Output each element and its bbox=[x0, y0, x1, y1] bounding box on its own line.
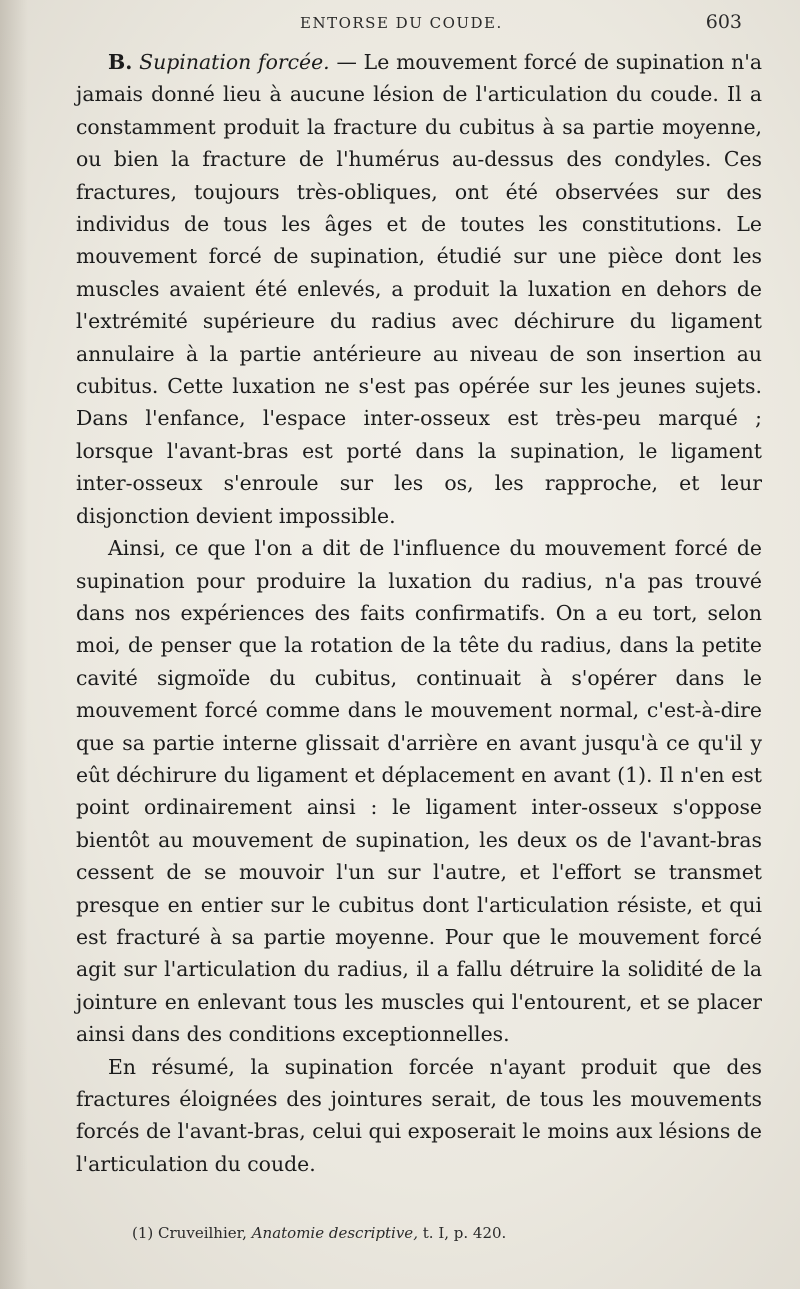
running-head: ENTORSE DU COUDE. bbox=[300, 14, 503, 32]
paragraph-2: Ainsi, ce que l'on a dit de l'influence du mouvement forcé de supination pour produire la luxation du radius, n'a pas trouvé dans nos expériences des faits confirmatifs. On a eu tort, selon moi, de penser que la rotation de la tête du radius, dans la petite cavité sigmoïde du cubitus, continuait à s'opérer dans le mouvement forcé comme dans le mouvement normal, c'est-à-dire que sa partie interne glissait d'arrière en avant jusqu'à ce qu'il y eût déchirure du ligament et déplacement en avant (1). Il n'en est point ordinairement ainsi : le ligament inter-osseux s'oppose bientôt au mouvement de supination, les deux os de l'avant-bras cessent de se mouvoir l'un sur l'autre, et l'effort se transmet presque en entier sur le cubitus dont l'articulation résiste, et qui est fracturé à sa partie moyenne. Pour que le mouvement forcé agit sur l'articulation du radius, il a fallu détruire la solidité de la jointure en enlevant tous les muscles qui l'entourent, et se placer ainsi dans des conditions exceptionnelles. bbox=[76, 536, 762, 1047]
paragraph-1 bbox=[76, 46, 762, 532]
paragraph-3: En résumé, la supination forcée n'ayant produit que des fractures éloignées des jointures serait, de tous les mouvements forcés de l'avant-bras, celui qui exposerait le moins aux lésions de l'articulation du coude. bbox=[76, 1054, 762, 1176]
page-gutter-shadow bbox=[0, 0, 28, 1289]
footnote bbox=[132, 1224, 506, 1242]
section-label: B. bbox=[108, 50, 133, 74]
section-dash: — bbox=[329, 50, 364, 74]
footnote-ref: t. I, p. 420. bbox=[422, 1224, 507, 1242]
footnote-author: Cruveilhier, bbox=[158, 1224, 247, 1242]
page-number: 603 bbox=[705, 11, 742, 33]
footnote-marker: (1) bbox=[132, 1224, 154, 1242]
body-text bbox=[76, 46, 762, 1180]
section-title: Supination forcée. bbox=[139, 50, 330, 74]
paragraph-1-text: Le mouvement forcé de supination n'a jamais donné lieu à aucune lésion de l'articulation du coude. Il a constamment produit la fracture du cubitus à sa partie moyenne, ou bien la fracture de l'humérus au-dessus des condyles. Ces fractures, toujours très-obliques, ont été observées sur des individus de tous les âges et de toutes les constitutions. Le mouvement forcé de supination, étudié sur une pièce dont les muscles avaient été enlevés, a produit la luxation en dehors de l'extrémité supérieure du radius avec déchirure du ligament annulaire à la partie antérieure au niveau de son insertion au cubitus. Cette luxation ne s'est pas opérée sur les jeunes sujets. Dans l'enfance, l'espace inter-osseux est très-peu marqué ; lorsque l'avant-bras est porté dans la supination, le ligament inter-osseux s'enroule sur les os, les rapproche, et leur disjonction devient impossible. bbox=[76, 50, 762, 528]
footnote-work: Anatomie descriptive, bbox=[251, 1224, 418, 1242]
